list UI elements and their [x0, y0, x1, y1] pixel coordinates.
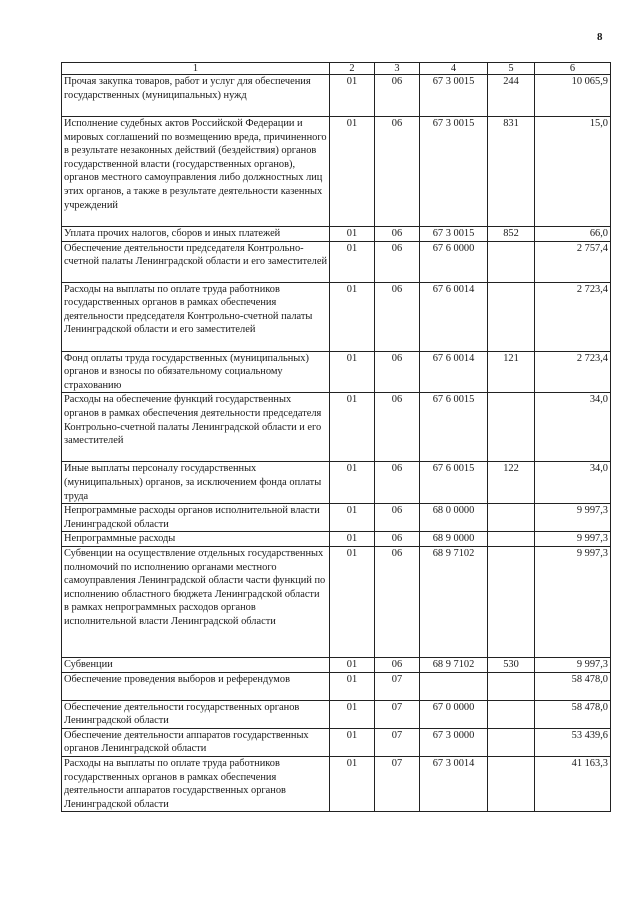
row-name: Расходы на выплаты по оплате труда работников государственных органов в рамках обеспечения деятельности председателя Контрольно-счетной палаты Ленинградской области и его заместителей [62, 282, 330, 351]
row-section: 01 [330, 657, 375, 672]
row-name: Непрограммные расходы органов исполнительной власти Ленинградской области [62, 504, 330, 532]
row-expense-type [488, 532, 535, 547]
row-amount: 66,0 [535, 227, 611, 242]
row-expense-type: 122 [488, 462, 535, 504]
page-number: 8 [597, 31, 603, 43]
row-amount: 58 478,0 [535, 672, 611, 700]
table-row [62, 462, 611, 504]
table-row [62, 393, 611, 462]
row-subsection: 06 [375, 504, 420, 532]
row-subsection: 07 [375, 672, 420, 700]
budget-table [61, 62, 611, 812]
row-expense-type [488, 241, 535, 282]
row-subsection: 06 [375, 393, 420, 462]
row-amount: 2 723,4 [535, 282, 611, 351]
row-section: 01 [330, 282, 375, 351]
row-amount: 53 439,6 [535, 728, 611, 756]
row-section: 01 [330, 227, 375, 242]
row-expense-type: 530 [488, 657, 535, 672]
header-col-2: 2 [330, 63, 375, 75]
row-expense-type: 852 [488, 227, 535, 242]
row-section: 01 [330, 117, 375, 227]
row-section: 01 [330, 546, 375, 657]
table-row [62, 504, 611, 532]
row-target-code: 68 9 7102 [420, 657, 488, 672]
row-target-code: 68 9 0000 [420, 532, 488, 547]
row-amount: 41 163,3 [535, 756, 611, 811]
row-amount: 15,0 [535, 117, 611, 227]
row-amount: 10 065,9 [535, 75, 611, 117]
row-target-code: 67 6 0014 [420, 351, 488, 393]
row-amount: 34,0 [535, 462, 611, 504]
row-section: 01 [330, 756, 375, 811]
header-col-4: 4 [420, 63, 488, 75]
row-section: 01 [330, 241, 375, 282]
row-expense-type [488, 282, 535, 351]
row-section: 01 [330, 351, 375, 393]
row-expense-type [488, 393, 535, 462]
row-expense-type: 244 [488, 75, 535, 117]
row-subsection: 06 [375, 532, 420, 547]
row-expense-type: 121 [488, 351, 535, 393]
row-subsection: 06 [375, 117, 420, 227]
row-target-code: 67 3 0015 [420, 75, 488, 117]
table-row [62, 672, 611, 700]
table-row [62, 728, 611, 756]
row-expense-type [488, 728, 535, 756]
row-section: 01 [330, 700, 375, 728]
row-expense-type [488, 504, 535, 532]
row-subsection: 07 [375, 700, 420, 728]
row-target-code: 67 6 0015 [420, 393, 488, 462]
table-row [62, 227, 611, 242]
row-amount: 9 997,3 [535, 546, 611, 657]
row-expense-type [488, 672, 535, 700]
row-name: Обеспечение деятельности председателя Контрольно-счетной палаты Ленинградской области и его заместителей [62, 241, 330, 282]
table-row [62, 657, 611, 672]
row-section: 01 [330, 728, 375, 756]
row-section: 01 [330, 75, 375, 117]
row-name: Прочая закупка товаров, работ и услуг для обеспечения государственных (муниципальных) нужд [62, 75, 330, 117]
table-row [62, 546, 611, 657]
row-amount: 34,0 [535, 393, 611, 462]
table-row [62, 700, 611, 728]
row-target-code: 68 9 7102 [420, 546, 488, 657]
header-col-1: 1 [62, 63, 330, 75]
row-subsection: 06 [375, 351, 420, 393]
table-row [62, 532, 611, 547]
row-expense-type [488, 756, 535, 811]
row-target-code: 68 0 0000 [420, 504, 488, 532]
row-target-code: 67 3 0000 [420, 728, 488, 756]
row-amount: 58 478,0 [535, 700, 611, 728]
row-name: Непрограммные расходы [62, 532, 330, 547]
header-col-5: 5 [488, 63, 535, 75]
row-expense-type: 831 [488, 117, 535, 227]
row-name: Исполнение судебных актов Российской Федерации и мировых соглашений по возмещению вреда, причиненного в результате незаконных действий (бездействия) органов государственной власти (государственных органов), органов местного самоуправления либо должностных лиц этих органов, а также в результате деятельности казенных учреждений [62, 117, 330, 227]
table-row [62, 117, 611, 227]
row-target-code: 67 0 0000 [420, 700, 488, 728]
row-expense-type [488, 700, 535, 728]
row-target-code: 67 6 0014 [420, 282, 488, 351]
row-amount: 9 997,3 [535, 504, 611, 532]
row-subsection: 06 [375, 546, 420, 657]
row-amount: 2 723,4 [535, 351, 611, 393]
table-row [62, 756, 611, 811]
row-name: Субвенции [62, 657, 330, 672]
row-subsection: 06 [375, 282, 420, 351]
row-target-code: 67 6 0000 [420, 241, 488, 282]
row-target-code: 67 3 0015 [420, 227, 488, 242]
row-subsection: 06 [375, 462, 420, 504]
row-target-code: 67 3 0015 [420, 117, 488, 227]
row-section: 01 [330, 532, 375, 547]
row-name: Обеспечение деятельности аппаратов государственных органов Ленинградской области [62, 728, 330, 756]
header-col-3: 3 [375, 63, 420, 75]
row-amount: 9 997,3 [535, 532, 611, 547]
row-section: 01 [330, 393, 375, 462]
table-row [62, 75, 611, 117]
row-name: Обеспечение проведения выборов и референдумов [62, 672, 330, 700]
table-row [62, 351, 611, 393]
row-name: Иные выплаты персоналу государственных (муниципальных) органов, за исключением фонда оплаты труда [62, 462, 330, 504]
row-name: Обеспечение деятельности государственных органов Ленинградской области [62, 700, 330, 728]
row-name: Фонд оплаты труда государственных (муниципальных) органов и взносы по обязательному социальному страхованию [62, 351, 330, 393]
row-target-code [420, 672, 488, 700]
row-name: Уплата прочих налогов, сборов и иных платежей [62, 227, 330, 242]
row-subsection: 06 [375, 657, 420, 672]
row-target-code: 67 6 0015 [420, 462, 488, 504]
row-subsection: 06 [375, 241, 420, 282]
row-section: 01 [330, 504, 375, 532]
row-section: 01 [330, 672, 375, 700]
table-header-row [62, 63, 611, 75]
table-row [62, 241, 611, 282]
row-name: Расходы на обеспечение функций государственных органов в рамках обеспечения деятельности председателя Контрольно-счетной палаты Ленинградской области и его заместителей [62, 393, 330, 462]
row-subsection: 06 [375, 75, 420, 117]
row-target-code: 67 3 0014 [420, 756, 488, 811]
row-amount: 2 757,4 [535, 241, 611, 282]
row-subsection: 07 [375, 756, 420, 811]
row-name: Расходы на выплаты по оплате труда работников государственных органов в рамках обеспечения деятельности аппаратов государственных органов Ленинградской области [62, 756, 330, 811]
row-subsection: 06 [375, 227, 420, 242]
row-amount: 9 997,3 [535, 657, 611, 672]
row-name: Субвенции на осуществление отдельных государственных полномочий по исполнению органами местного самоуправления Ленинградской области части функций по исполнению областного бюджета Ленинградской области в рамках непрограммных расходов органов исполнительной власти Ленинградской области [62, 546, 330, 657]
row-subsection: 07 [375, 728, 420, 756]
row-section: 01 [330, 462, 375, 504]
table-row [62, 282, 611, 351]
row-expense-type [488, 546, 535, 657]
header-col-6: 6 [535, 63, 611, 75]
